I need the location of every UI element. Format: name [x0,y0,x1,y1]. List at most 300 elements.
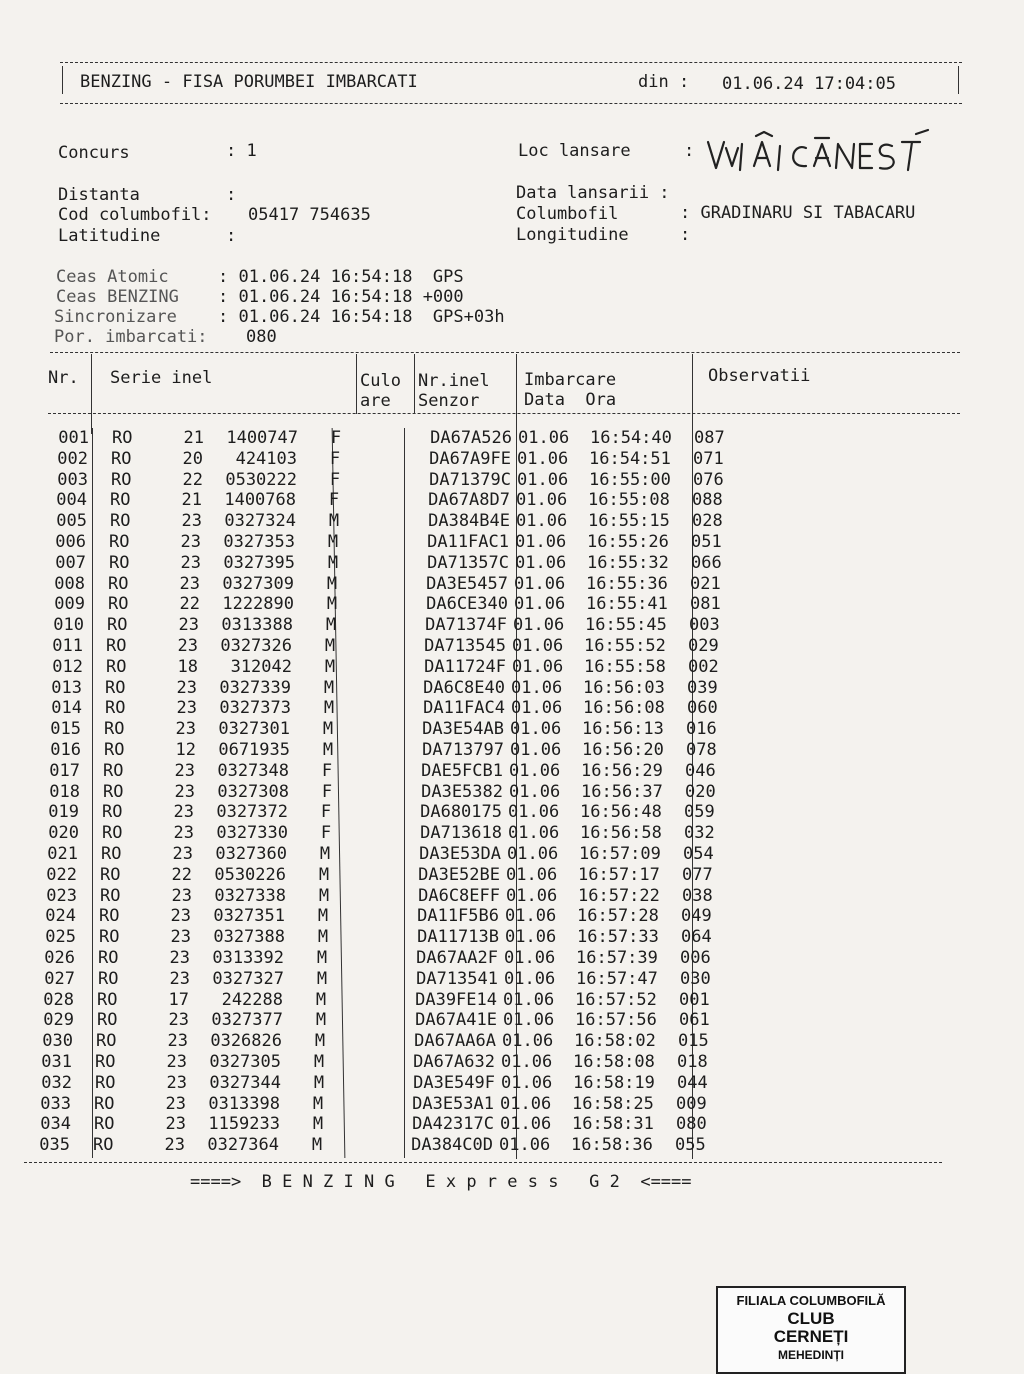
cell-ring-number: 0327308 [217,781,289,802]
cell-sensor-id: DA6C8E40 [423,677,505,698]
cell-ring-number: 0327348 [217,760,289,781]
cell-time: 16:57:39 [576,948,658,968]
cell-country: RO [104,719,125,740]
table-row [0,615,1019,636]
cell-row-number: 001 [58,428,89,448]
cell-time: 16:55:08 [588,490,670,511]
table-row [0,1114,1006,1135]
cell-observation: 049 [681,906,712,927]
cell-sex: M [315,989,327,1010]
cell-sex: M [314,1031,326,1052]
cell-sex: M [317,927,329,948]
cell-country: RO [98,948,119,968]
table-row [0,948,1010,969]
cell-row-number: 011 [52,636,83,656]
cell-ring-number: 0327327 [212,968,284,989]
cell-year: 23 [176,698,197,719]
cell-sex: M [318,885,330,906]
cell-ring-number: 0326826 [210,1031,282,1052]
cell-row-number: 028 [43,989,74,1010]
th-serie-inel: Serie inel [110,368,213,388]
cell-sensor-id: DA67A8D7 [428,490,510,511]
por-imbarcati-value: 080 [246,327,277,347]
th-culoare-1: Culo [360,371,401,391]
table-row [0,761,1015,782]
cell-sex: M [315,1010,327,1031]
table-row [0,1052,1007,1073]
cell-observation: 054 [683,844,714,864]
cell-time: 16:55:26 [587,532,669,552]
columbofil-value: : GRADINARU SI TABACARU [680,203,916,223]
table-row [0,532,1021,553]
cell-date: 01.06 [505,927,557,948]
por-imbarcati-label: Por. imbarcati: [54,327,208,347]
cell-country: RO [109,552,130,573]
cell-sex: M [327,552,339,573]
loc-lansare-colon: : [684,141,695,161]
cell-sensor-id: DA713797 [422,740,504,760]
cell-date: 01.06 [500,1114,552,1135]
cell-date: 01.06 [504,948,556,968]
cell-sex: M [325,615,337,636]
header-bottom-border [60,103,962,104]
cell-observation: 087 [694,428,725,448]
cell-time: 16:56:48 [580,802,662,823]
cell-sensor-id: DA3E5382 [421,781,503,802]
cell-observation: 077 [682,864,713,885]
cell-observation: 046 [685,760,716,781]
cell-row-number: 019 [48,802,79,823]
cell-sensor-id: DA67A526 [430,428,512,448]
cell-row-number: 005 [56,511,87,532]
cell-year: 23 [177,636,198,656]
cod-columbofil-label: Cod columbofil: [58,205,212,225]
cell-year: 23 [180,532,201,552]
cell-sex: M [312,1114,324,1135]
cell-sensor-id: DA11713B [417,927,499,948]
cell-sex: F [320,823,332,844]
cell-year: 23 [179,573,200,594]
cell-time: 16:56:37 [581,781,663,802]
table-row [0,1094,1006,1115]
stamp-line-2: CLUB [787,1309,835,1328]
cell-row-number: 032 [41,1072,72,1093]
cell-year: 12 [175,740,196,760]
cell-date: 01.06 [517,448,569,469]
cell-year: 23 [176,677,197,698]
sincronizare-value: : 01.06.24 16:54:18 GPS+03h [218,307,505,327]
cell-observation: 059 [684,802,715,823]
cell-ring-number: 0327377 [211,1010,283,1031]
cell-country: RO [108,573,129,594]
cell-date: 01.06 [512,636,564,656]
cell-time: 16:56:13 [582,719,664,740]
footer-banner: ====> B E N Z I N G E x p r e s s G 2 <==== [190,1172,692,1192]
cell-row-number: 035 [39,1135,70,1156]
cell-time: 16:56:08 [583,698,665,719]
cell-year: 23 [174,781,195,802]
cell-sensor-id: DA384B4E [428,511,510,532]
cell-country: RO [93,1135,114,1156]
cell-sensor-id: DA71374F [425,615,507,636]
cell-row-number: 025 [45,927,76,948]
cell-country: RO [111,469,132,490]
cell-ring-number: 0327372 [216,802,288,823]
cell-country: RO [100,864,121,885]
cell-sex: M [311,1135,323,1156]
cell-row-number: 007 [55,552,86,573]
cell-year: 23 [175,719,196,740]
cell-date: 01.06 [509,760,561,781]
cell-observation: 071 [693,448,724,469]
cod-columbofil-value: 05417 754635 [248,205,371,225]
sincronizare-label: Sincronizare [54,307,177,327]
cell-sensor-id: DA3E53A1 [412,1093,494,1114]
table-row [0,990,1009,1011]
cell-observation: 060 [687,698,718,719]
cell-row-number: 008 [54,573,85,594]
table-row [0,553,1021,574]
cell-observation: 061 [679,1010,710,1031]
cell-sensor-id: DA67A632 [413,1052,495,1072]
data-lansarii-label: Data lansarii : [516,183,670,203]
distanta-label: Distanta [58,185,140,205]
cell-country: RO [103,760,124,781]
table-row [0,594,1020,615]
cell-observation: 002 [688,656,719,677]
cell-ring-number: 0327395 [223,552,295,573]
col-divider-nr [91,354,92,434]
loc-lansare-label: Loc lansare [518,141,631,161]
stamp-line-3: CERNEȚI [773,1327,849,1346]
cell-country: RO [94,1093,115,1114]
cell-country: RO [99,906,120,927]
header-top-border [60,62,962,63]
cell-row-number: 002 [57,448,88,469]
table-row [0,886,1012,907]
cell-country: RO [107,615,128,636]
cell-row-number: 030 [42,1031,73,1052]
cell-country: RO [110,511,131,532]
cell-observation: 029 [688,636,719,656]
cell-ring-number: 1400747 [226,428,298,448]
cell-year: 23 [168,1010,189,1031]
cell-country: RO [111,448,132,469]
cell-date: 01.06 [508,802,560,823]
cell-date: 01.06 [507,844,559,864]
cell-country: RO [110,490,131,511]
cell-date: 01.06 [504,968,556,989]
cell-sensor-id: DA71379C [429,469,511,490]
cell-time: 16:57:09 [579,844,661,864]
cell-row-number: 013 [51,677,82,698]
cell-year: 23 [169,968,190,989]
cell-time: 16:56:20 [582,740,664,760]
cell-year: 22 [171,864,192,885]
cell-year: 23 [178,615,199,636]
cell-sensor-id: DA6CE340 [426,594,508,615]
cell-ring-number: 0327360 [215,844,287,864]
table-row [0,823,1014,844]
cell-year: 23 [169,948,190,968]
cell-ring-number: 0327330 [216,823,288,844]
cell-year: 21 [181,490,202,511]
cell-ring-number: 0327338 [214,885,286,906]
cell-observation: 020 [685,781,716,802]
cell-observation: 076 [693,469,724,490]
cell-year: 22 [182,469,203,490]
cell-year: 17 [168,989,189,1010]
cell-sex: M [323,698,335,719]
document-title: BENZING - FISA PORUMBEI IMBARCATI [80,72,418,92]
din-value: 01.06.24 17:04:05 [722,74,896,94]
cell-time: 16:57:56 [575,1010,657,1031]
cell-sensor-id: DA42317C [412,1114,494,1135]
cell-sensor-id: DA11F5B6 [417,906,499,927]
stamp-line-1: FILIALA COLUMBOFILĂ [736,1293,886,1308]
table-header-border [48,413,960,414]
cell-observation: 044 [677,1072,708,1093]
cell-ring-number: 0530226 [214,864,286,885]
cell-time: 16:56:58 [580,823,662,844]
cell-observation: 006 [680,948,711,968]
header-left-border [62,66,63,94]
cell-time: 16:57:52 [575,989,657,1010]
cell-ring-number: 0327351 [213,906,285,927]
cell-ring-number: 0327324 [224,511,296,532]
cell-sex: F [321,781,333,802]
cell-ring-number: 424103 [235,448,297,469]
cell-country: RO [112,428,133,448]
table-row [0,1073,1007,1094]
cell-sensor-id: DA71357C [427,552,509,573]
table-row [0,906,1011,927]
table-row [0,802,1014,823]
cell-ring-number: 0313392 [212,948,284,968]
ceas-benzing-label: Ceas BENZING [56,287,179,307]
cell-row-number: 034 [40,1114,71,1135]
cell-sensor-id: DA3E5457 [426,573,508,594]
cell-date: 01.06 [514,573,566,594]
cell-observation: 081 [690,594,721,615]
cell-sex: F [329,469,341,490]
cell-country: RO [103,781,124,802]
cell-date: 01.06 [506,885,558,906]
cell-country: RO [98,968,119,989]
cell-time: 16:57:33 [577,927,659,948]
table-top-border [50,352,960,353]
cell-row-number: 022 [46,864,77,885]
stamp-line-4: MEHEDINȚI [778,1348,844,1362]
table-row [0,574,1020,595]
cell-observation: 051 [691,532,722,552]
cell-time: 16:55:32 [587,552,669,573]
cell-sex: F [320,802,332,823]
ceas-benzing-value: : 01.06.24 16:54:18 +000 [218,287,464,307]
cell-observation: 080 [676,1114,707,1135]
cell-year: 20 [182,448,203,469]
cell-year: 23 [166,1072,187,1093]
cell-date: 01.06 [506,864,558,885]
ceas-atomic-value: : 01.06.24 16:54:18 GPS [218,267,464,287]
cell-time: 16:55:15 [588,511,670,532]
cell-sensor-id: DA3E549F [413,1072,495,1093]
cell-year: 23 [167,1031,188,1052]
cell-ring-number: 1222890 [222,594,294,615]
cell-sensor-id: DA11FAC1 [427,532,509,552]
cell-date: 01.06 [515,532,567,552]
cell-year: 23 [172,844,193,864]
cell-country: RO [108,594,129,615]
cell-ring-number: 312042 [230,656,292,677]
cell-date: 01.06 [510,740,562,760]
cell-year: 23 [166,1052,187,1072]
th-culoare-2: are [360,391,391,411]
cell-time: 16:55:45 [585,615,667,636]
cell-sensor-id: DA713618 [420,823,502,844]
cell-date: 01.06 [512,656,564,677]
cell-sensor-id: DA39FE14 [415,989,497,1010]
cell-sex: F [330,428,342,448]
cell-country: RO [106,656,127,677]
cell-date: 01.06 [511,698,563,719]
cell-sex: M [316,968,328,989]
cell-observation: 009 [676,1093,707,1114]
cell-sensor-id: DA67A41E [415,1010,497,1031]
cell-row-number: 017 [49,760,80,781]
cell-year: 21 [183,428,204,448]
cell-sex: M [312,1093,324,1114]
cell-date: 01.06 [513,615,565,636]
cell-observation: 066 [691,552,722,573]
cell-country: RO [109,532,130,552]
th-nr: Nr. [48,368,79,388]
cell-observation: 021 [690,573,721,594]
table-row [0,927,1011,948]
longitudine-label: Longitudine [516,225,629,245]
cell-time: 16:56:29 [581,760,663,781]
cell-time: 16:56:03 [583,677,665,698]
cell-year: 23 [164,1135,185,1156]
header-right-border [958,66,959,94]
table-row [0,636,1018,657]
cell-row-number: 006 [55,532,86,552]
cell-observation: 055 [675,1135,706,1156]
cell-row-number: 016 [50,740,81,760]
cell-date: 01.06 [508,823,560,844]
cell-sex: M [324,656,336,677]
cell-country: RO [102,802,123,823]
cell-country: RO [100,885,121,906]
cell-observation: 018 [677,1052,708,1072]
cell-sensor-id: DA67AA2F [416,948,498,968]
cell-country: RO [97,989,118,1010]
table-row [0,470,1023,491]
table-row [0,782,1015,803]
cell-observation: 088 [692,490,723,511]
th-observatii: Observatii [708,366,811,386]
latitudine-label: Latitudine [58,226,161,246]
cell-sex: M [328,511,340,532]
cell-row-number: 026 [44,948,75,968]
table-row [0,844,1013,865]
cell-sex: M [313,1072,325,1093]
cell-ring-number: 0313388 [221,615,293,636]
cell-time: 16:58:19 [573,1072,655,1093]
cell-ring-number: 1159233 [208,1114,280,1135]
cell-sensor-id: DA713541 [416,968,498,989]
cell-ring-number: 0327388 [213,927,285,948]
cell-year: 22 [179,594,200,615]
cell-observation: 030 [680,968,711,989]
cell-date: 01.06 [505,906,557,927]
cell-sex: F [329,448,341,469]
cell-observation: 003 [689,615,720,636]
cell-date: 01.06 [501,1072,553,1093]
concurs-label: Concurs [58,143,130,163]
cell-observation: 032 [684,823,715,844]
table-row [0,428,1024,449]
cell-sex: M [322,740,334,760]
cell-year: 23 [180,552,201,573]
cell-sensor-id: DA11FAC4 [423,698,505,719]
club-stamp [716,1286,906,1374]
cell-sensor-id: DA3E54AB [422,719,504,740]
cell-observation: 078 [686,740,717,760]
latitudine-value: : [226,226,237,246]
cell-country: RO [97,1010,118,1031]
cell-country: RO [104,740,125,760]
cell-sex: F [328,490,340,511]
th-imbarcare-2: Data Ora [524,390,617,410]
cell-time: 16:58:31 [572,1114,654,1135]
cell-time: 16:58:36 [571,1135,653,1156]
col-divider-culo [414,354,415,414]
ceas-atomic-label: Ceas Atomic [56,267,169,287]
cell-row-number: 027 [44,968,75,989]
cell-sensor-id: DA680175 [420,802,502,823]
cell-country: RO [94,1114,115,1135]
cell-time: 16:55:52 [584,636,666,656]
cell-row-number: 014 [51,698,82,719]
table-row [0,740,1016,761]
cell-ring-number: 0327305 [209,1052,281,1072]
cell-sex: M [316,948,328,968]
cell-time: 16:57:17 [578,864,660,885]
cell-sex: M [317,906,329,927]
cell-country: RO [105,677,126,698]
cell-date: 01.06 [518,428,570,448]
cell-ring-number: 0530222 [225,469,297,490]
cell-sensor-id: DA3E53DA [419,844,501,864]
cell-sensor-id: DA3E52BE [418,864,500,885]
cell-date: 01.06 [517,469,569,490]
cell-country: RO [102,823,123,844]
cell-ring-number: 0327364 [207,1135,279,1156]
table-row [0,511,1022,532]
cell-sensor-id: DA6C8EFF [418,885,500,906]
table-row [0,1135,1005,1156]
cell-ring-number: 0327309 [222,573,294,594]
cell-date: 01.06 [502,1031,554,1052]
cell-year: 23 [174,760,195,781]
cell-year: 18 [177,656,198,677]
cell-year: 23 [181,511,202,532]
cell-sensor-id: DA384C0D [411,1135,493,1156]
cell-time: 16:55:00 [589,469,671,490]
cell-sex: M [326,594,338,615]
cell-sex: M [327,532,339,552]
